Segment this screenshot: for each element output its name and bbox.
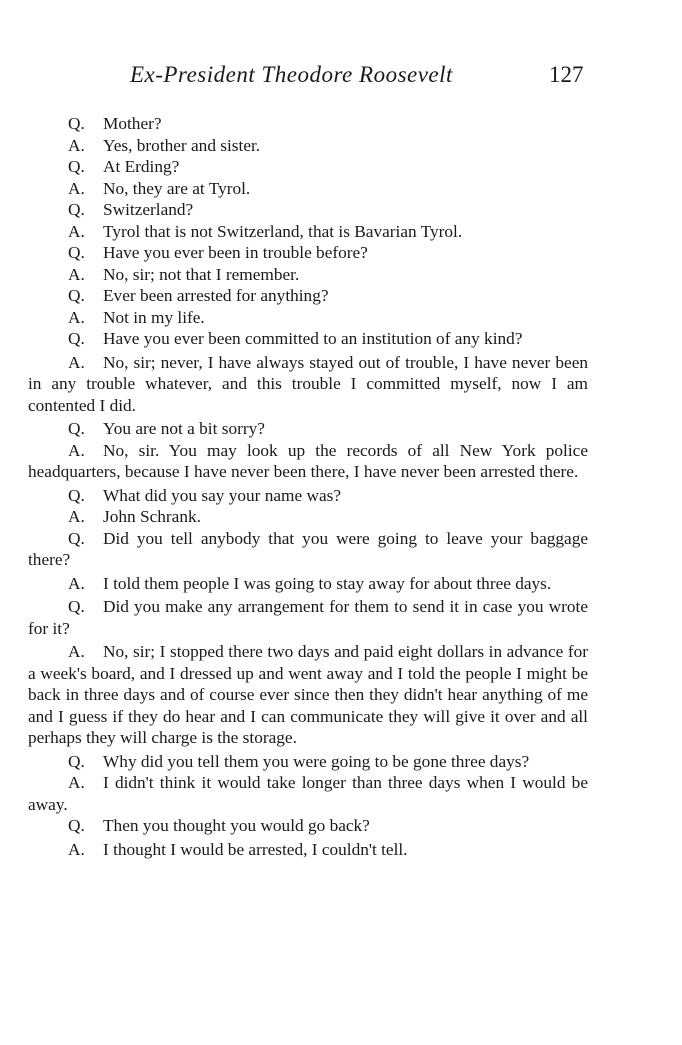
dialogue-line	[28, 113, 588, 135]
dialogue-text: What did you say your name was?	[103, 485, 342, 505]
dialogue-text: John Schrank.	[103, 507, 201, 526]
speaker-label: A.	[68, 642, 85, 661]
dialogue-line	[28, 156, 588, 178]
dialogue-line	[28, 485, 588, 507]
page-header	[0, 62, 682, 96]
dialogue-line	[28, 328, 588, 350]
dialogue-text: You are not a bit sorry?	[103, 419, 265, 438]
dialogue-text: Then you thought you would go back?	[103, 816, 370, 835]
dialogue-text: Have you ever been in trouble before?	[103, 243, 368, 262]
dialogue-text: Tyrol that is not Switzerland, that is Bavarian Tyrol.	[103, 221, 463, 241]
speaker-label: A.	[68, 178, 85, 198]
speaker-label: Q.	[68, 243, 85, 262]
dialogue-text: I didn't think it would take longer than three days when I would be away.	[28, 773, 588, 814]
dialogue-line	[28, 815, 588, 837]
speaker-label: Q.	[68, 419, 85, 438]
dialogue-line	[28, 528, 588, 571]
dialogue-line	[28, 418, 588, 440]
speaker-label: Q.	[68, 329, 85, 348]
page-number: 127	[549, 62, 584, 87]
dialogue-text: Did you tell anybody that you were going to leave your baggage there?	[28, 528, 588, 569]
dialogue-text: Did you make any arrangement for them to send it in case you wrote for it?	[28, 597, 588, 638]
dialogue-line	[28, 573, 588, 595]
speaker-label: Q.	[68, 200, 85, 219]
dialogue-line	[28, 221, 588, 243]
speaker-label: Q.	[68, 816, 85, 835]
dialogue-text: Have you ever been committed to an institution of any kind?	[103, 329, 523, 348]
speaker-label: A.	[68, 839, 85, 859]
dialogue-text: Switzerland?	[103, 200, 194, 219]
dialogue-text: No, they are at Tyrol.	[103, 178, 251, 198]
dialogue-text: Why did you tell them you were going to be gone three days?	[103, 751, 530, 771]
speaker-label: A.	[68, 440, 85, 460]
speaker-label: Q.	[68, 114, 85, 133]
dialogue-line	[28, 135, 588, 157]
dialogue-line	[28, 242, 588, 264]
dialogue-text: Ever been arrested for anything?	[103, 286, 329, 305]
dialogue-text: Mother?	[103, 114, 162, 133]
dialogue-line	[28, 751, 588, 773]
dialogue-line	[28, 199, 588, 221]
speaker-label: A.	[68, 573, 85, 593]
running-title: Ex-President Theodore Roosevelt	[130, 62, 453, 87]
dialogue-line	[28, 440, 588, 483]
dialogue-text: No, sir; never, I have always stayed out of trouble, I have never been in any trouble whatever, and this trouble I committed myself, now I am contented I did.	[28, 352, 588, 415]
speaker-label: A.	[68, 135, 85, 155]
speaker-label: A.	[68, 773, 85, 792]
speaker-label: Q.	[68, 157, 85, 176]
dialogue-text: I told them people I was going to stay away for about three days.	[103, 573, 552, 593]
speaker-label: Q.	[68, 286, 85, 305]
dialogue-text: No, sir; not that I remember.	[103, 264, 300, 284]
speaker-label: Q.	[68, 751, 85, 771]
speaker-label: A.	[68, 307, 85, 327]
dialogue-line	[28, 307, 588, 329]
speaker-label: A.	[68, 507, 85, 526]
speaker-label: Q.	[68, 597, 85, 616]
dialogue-line	[28, 506, 588, 528]
dialogue-line	[28, 178, 588, 200]
dialogue-line	[28, 641, 588, 749]
speaker-label: A.	[68, 352, 85, 372]
speaker-label: Q.	[68, 528, 85, 548]
dialogue-line	[28, 352, 588, 417]
dialogue-line	[28, 285, 588, 307]
dialogue-text: I thought I would be arrested, I couldn't tell.	[103, 839, 408, 859]
dialogue-text: Yes, brother and sister.	[103, 135, 261, 155]
transcript-body	[28, 113, 588, 860]
dialogue-line	[28, 264, 588, 286]
dialogue-line	[28, 596, 588, 639]
speaker-label: A.	[68, 264, 85, 284]
speaker-label: A.	[68, 221, 85, 241]
dialogue-text: No, sir. You may look up the records of all New York police headquarters, because I have never been there, I have never been arrested there.	[28, 440, 588, 481]
dialogue-text: At Erding?	[103, 157, 180, 176]
speaker-label: Q.	[68, 485, 85, 505]
dialogue-line	[28, 839, 588, 861]
dialogue-line	[28, 772, 588, 815]
dialogue-text: No, sir; I stopped there two days and paid eight dollars in advance for a week's board, and I dressed up and went away and I told the people I might be back in three days and of course ever since then they didn't hear anything of me and I guess if they do hear and I can communicate they will give it over and all perhaps they will charge is the storage.	[28, 642, 588, 747]
dialogue-text: Not in my life.	[103, 307, 205, 327]
